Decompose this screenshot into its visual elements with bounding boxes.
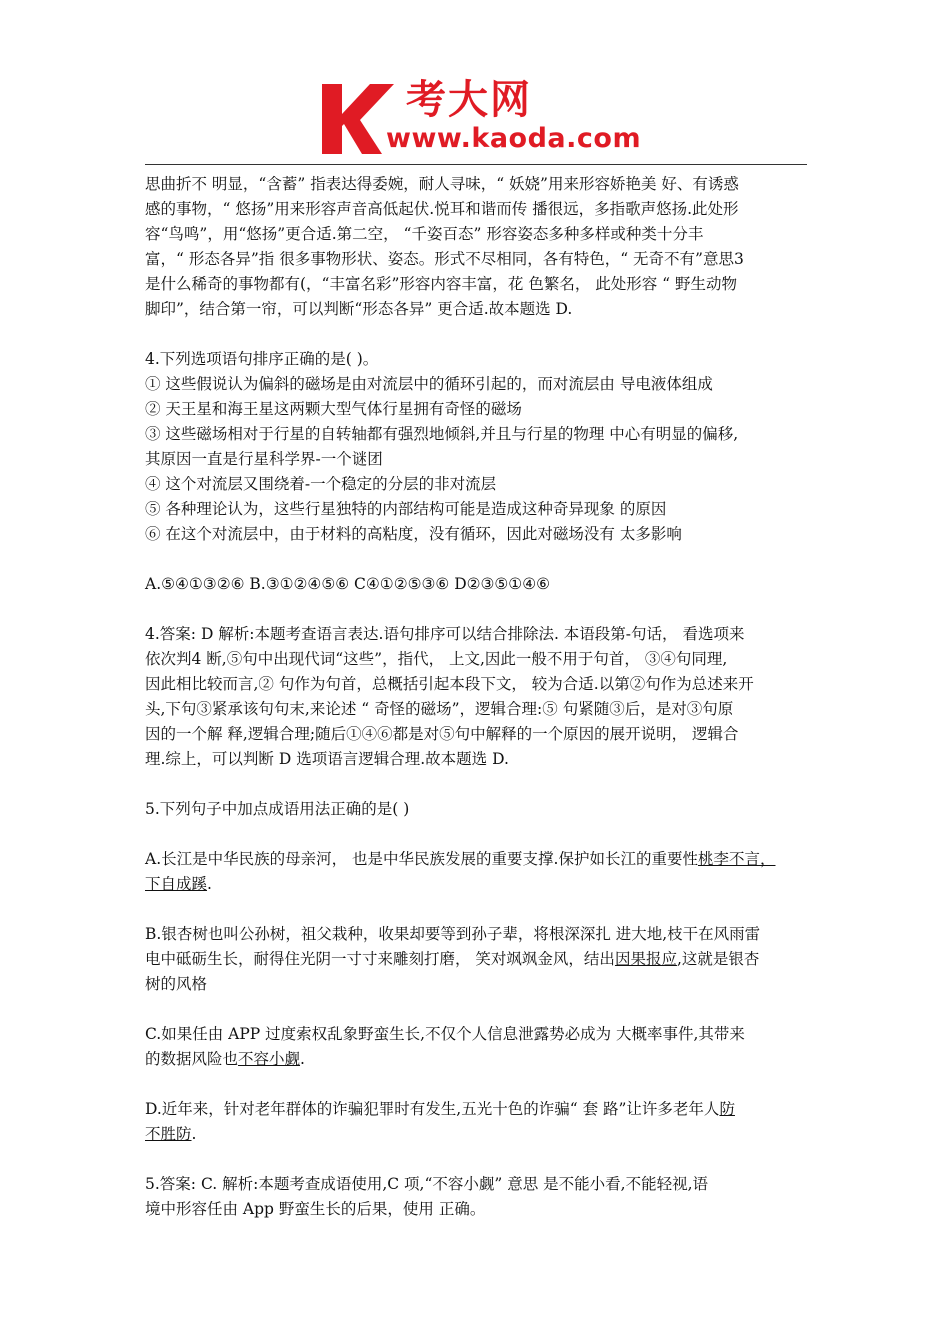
text-line: 脚印”，结合第一帘，可以判断“形态各异” 更合适.故本题选 D. (145, 300, 573, 318)
text-line: 因的一个解 释,逻辑合理;随后①④⑥都是对⑤句中解释的一个原因的展开说明， 逻辑合 (145, 725, 739, 743)
question-stem: 4.下列选项语句排序正确的是( )。 (145, 350, 379, 368)
sentence-item: ② 天王星和海王星这两颗大型气体行星拥有奇怪的磁场 (145, 400, 522, 418)
text-line: 因此相比较而言,② 句作为句首，总概括引起本段下文， 较为合适.以第②句作为总述来开 (145, 675, 754, 693)
text-line (145, 1047, 809, 1072)
logo-url: www.kaoda.com (386, 123, 642, 154)
option-a (145, 847, 809, 897)
document-body (145, 172, 809, 1222)
text-segment: . (191, 1125, 197, 1143)
text-line: C.如果任由 APP 过度索权乱象野蛮生长,不仅个人信息泄露势必成为 大概率事件,其带来 (145, 1025, 745, 1043)
sentence-item: ⑥ 在这个对流层中，由于材料的高粘度，没有循环，因此对磁场没有 太多影响 (145, 525, 682, 543)
underlined-idiom: 桃李不言， (697, 850, 776, 868)
text-line (145, 947, 809, 972)
underlined-idiom: 不容小觑 (238, 1050, 301, 1068)
header-divider (145, 164, 807, 165)
text-line (145, 1097, 809, 1122)
question-stem: 5.下列句子中加点成语用法正确的是( ) (145, 800, 410, 818)
options-line: A.⑤④①③②⑥ B.③①②④⑤⑥ C④①②⑤③⑥ D②③⑤①④⑥ (145, 575, 550, 593)
text-segment: A.长江是中华民族的母亲河， 也是中华民族发展的重要支撑.保护如长江的重要性 (145, 850, 698, 868)
sentence-item: ⑤ 各种理论认为，这些行星独特的内部结构可能是造成这种奇异现象 的原因 (145, 500, 667, 518)
sentence-item: 其原因一直是行星科学界-一个谜团 (145, 450, 383, 468)
text-line: 依次判4 断,⑤句中出现代词“这些”，指代， 上文,因此一般不用于句首， ③④句同理, (145, 650, 728, 668)
question-5 (145, 797, 809, 822)
underlined-idiom: 防 (719, 1100, 735, 1118)
text-segment: 电中砥砺生长，耐得住光阴一寸寸来雕刻打磨， 笑对飒飒金风，结出 (145, 950, 615, 968)
site-logo (318, 77, 642, 158)
underlined-idiom: 因果报应 (614, 950, 677, 968)
question-4-options (145, 572, 809, 597)
option-c (145, 1022, 809, 1072)
text-segment: . (207, 875, 212, 893)
text-line: 头,下句③紧承该句句末,来论述 “ 奇怪的磁场”，逻辑合理:⑤ 句紧随③后，是对③句原 (145, 700, 734, 718)
text-line: 境中形容任由 App 野蛮生长的后果，使用 正确。 (145, 1200, 486, 1218)
text-segment: D.近年来，针对老年群体的诈骗犯罪时有发生,五光十色的诈骗“ 套 路”让许多老年人 (145, 1100, 720, 1118)
text-line: 5.答案: C. 解析:本题考查成语使用,C 项,“不容小觑” 意思 是不能小看,不能轻视,语 (145, 1175, 709, 1193)
question-4 (145, 347, 809, 547)
text-line: 理.综上，可以判断 D 选项语言逻辑合理.故本题选 D. (145, 750, 509, 768)
paragraph-analysis-3 (145, 172, 809, 322)
sentence-item: ④ 这个对流层又围绕着-一个稳定的分层的非对流层 (145, 475, 497, 493)
text-line: 富，“ 形态各异”指 很多事物形状、姿态。形式不尽相同，各有特色，“ 无奇不有”意思3 (145, 250, 744, 268)
answer-5 (145, 1172, 809, 1222)
text-line (145, 872, 809, 897)
logo-title: 考大网 (406, 77, 532, 123)
answer-4 (145, 622, 809, 772)
text-segment: ,这就是银杏 (676, 950, 760, 968)
text-line (145, 847, 809, 872)
text-line: 树的风格 (145, 975, 208, 993)
text-line: 4.答案: D 解析:本题考查语言表达.语句排序可以结合排除法. 本语段第-句话， 看选项来 (145, 625, 745, 643)
text-segment: . (300, 1050, 305, 1068)
text-line: 感的事物，“ 悠扬”用来形容声音高低起伏.悦耳和谐而传 播很远，多指歌声悠扬.此处形 (145, 200, 739, 218)
text-line: B.银杏树也叫公孙树，祖父栽种，收果却要等到孙子辈，将根深深扎 进大地,枝干在风雨雷 (145, 925, 761, 943)
sentence-item: ① 这些假说认为偏斜的磁场是由对流层中的循环引起的，而对流层由 导电液体组成 (145, 375, 713, 393)
text-line: 思曲折不 明显，“含蓄” 指表达得委婉，耐人寻味，“ 妖娆”用来形容娇艳美 好、有诱惑 (145, 175, 739, 193)
option-b (145, 922, 809, 997)
text-line: 容“鸟鸣”，用“悠扬”更合适.第二空， “千姿百态” 形容姿态多种多样或种类十分丰 (145, 225, 704, 243)
text-line: 是什么稀奇的事物都有(，“丰富名彩”形容内容丰富，花 色繁名， 此处形容 “ 野生动物 (145, 275, 738, 293)
option-d (145, 1097, 809, 1147)
text-line (145, 1122, 809, 1147)
underlined-idiom: 不胜防 (145, 1125, 192, 1143)
sentence-item: ③ 这些磁场相对于行星的自转轴都有强烈地倾斜,并且与行星的物理 中心有明显的偏移, (145, 425, 739, 443)
underlined-idiom: 下自成蹊 (145, 875, 208, 893)
text-segment: 的数据风险也 (145, 1050, 239, 1068)
